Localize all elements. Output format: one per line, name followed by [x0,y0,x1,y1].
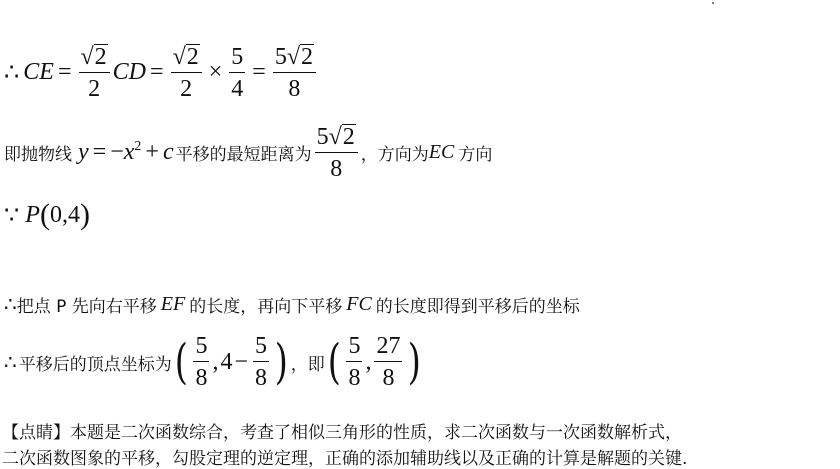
var-x: x [123,139,135,166]
text-middle: 平移的最短距离为 [175,145,312,166]
left-paren: ( [327,334,341,391]
therefore-symbol: ∴ [4,60,20,87]
left-paren: ( [174,334,188,391]
radicand: 2 [342,124,355,150]
numerator: 5 [348,333,361,359]
stray-dot [712,2,714,4]
text-a: 平移后的顶点坐标为 [18,354,172,375]
denominator: 2 [88,76,101,103]
equals-sign: = [57,59,72,86]
segment-cd: CD [112,59,147,86]
fraction-5-over-4 [229,45,245,101]
plus-sign: + [145,139,159,166]
denominator: 8 [255,365,268,392]
denominator: 8 [195,365,208,392]
denominator: 8 [330,156,343,183]
fraction-5-over-8 [253,334,269,390]
right-paren: ) [274,334,288,391]
fraction-5-over-8 [193,334,209,390]
denominator: 2 [180,76,193,103]
segment-ef: EF [160,293,186,315]
point-p-coords: 0,4 [49,201,80,228]
translate-description [4,292,580,317]
numerator: 5 [195,333,208,359]
equals-sign: = [252,59,266,86]
text-direction-end: 方向 [458,145,493,166]
text-c: 的长度即得到平移后的坐标 [375,297,580,317]
text-prefix: 即抛物线 [4,145,72,166]
text-b: 的长度，再向下平移 [189,297,343,317]
radicand: 2 [94,44,107,70]
var-c: c [162,139,174,166]
segment-ec: EC [428,141,455,164]
numerator-coefficient: 5 [274,43,287,70]
fraction-sqrt2-over-2: √ 2 2 [79,44,110,101]
exponent: 2 [134,138,142,154]
text-direction: ，方向为 [360,145,429,166]
note-line-2: 二次函数图象的平移，勾股定理的逆定理，正确的添加辅助线以及正确的计算是解题的关键. [2,449,688,469]
left-paren: ( [39,198,50,231]
denominator: 8 [348,365,361,392]
point-p-label: P [25,201,40,228]
right-paren: ) [79,198,90,231]
numerator-coefficient: 5 [316,123,329,150]
text-ji: ，即 [290,354,325,375]
equals-sign: = [150,59,164,86]
segment-fc: FC [346,293,372,315]
point-p [4,198,90,232]
numerator: 27 [376,333,401,359]
equation-ce [4,44,319,101]
comma: , [212,348,219,375]
denominator: 8 [288,76,301,103]
note-line-1: 【点睛】本题是二次函数综合，考查了相似三角形的性质，求二次函数与一次函数解析式， [2,423,682,443]
radicand: 2 [186,44,199,70]
numerator: 5 [255,333,268,359]
denominator: 8 [382,365,395,392]
comma: , [365,348,372,375]
equals-sign: = [92,139,107,166]
parabola-shift-distance [4,124,492,181]
radicand: 2 [301,44,313,70]
minus-sign: − [234,348,249,375]
segment-ce: CE [23,59,54,86]
numerator: 5 [231,43,244,70]
fraction-5sqrt2-over-8: 5 √ 2 8 [273,44,316,101]
fraction-5sqrt2-over-8: 5 √ 2 8 [315,124,358,181]
because-symbol: ∵ [4,202,20,229]
fraction-27-over-8 [374,334,402,390]
therefore-symbol: ∴ [4,294,17,316]
therefore-symbol: ∴ [4,351,17,374]
times-sign: × [208,59,223,86]
vertex-coordinates [4,334,424,390]
fraction-5-over-8 [346,334,362,390]
text-a: 把点 P 先向右平移 [16,297,157,317]
right-paren: ) [408,334,422,391]
var-y: y [78,139,89,166]
number-four: 4 [220,348,233,375]
denominator: 4 [231,75,244,102]
fraction-sqrt2-over-2: √ 2 2 [171,44,202,101]
minus-sign: − [110,139,124,166]
